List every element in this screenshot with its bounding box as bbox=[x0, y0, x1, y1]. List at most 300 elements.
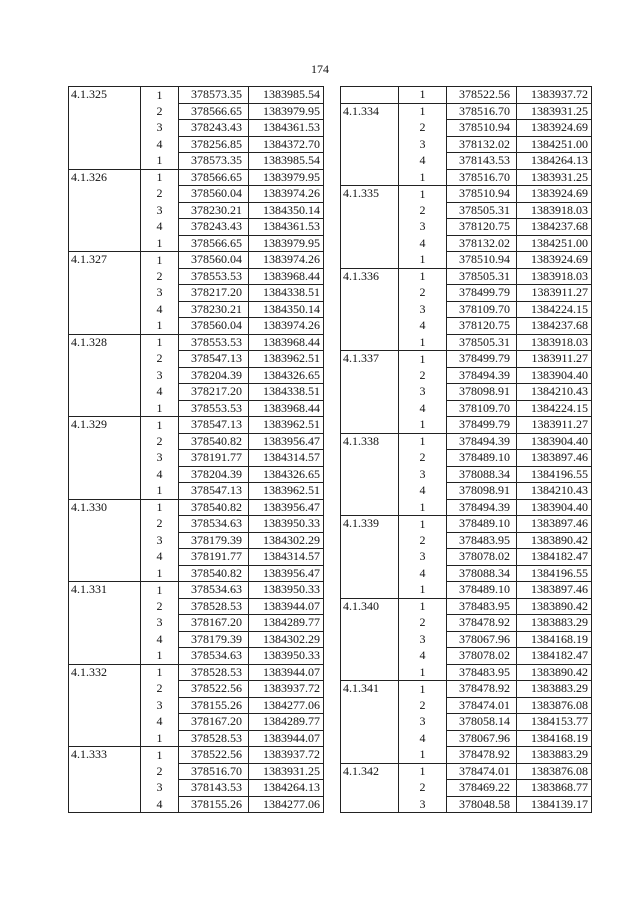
x-coordinate-cell: 378505.31 bbox=[447, 334, 517, 351]
y-coordinate-cell: 1383918.03 bbox=[517, 334, 592, 351]
table-row bbox=[341, 780, 592, 797]
table-row bbox=[69, 235, 324, 252]
parcel-id-cell bbox=[69, 318, 141, 335]
parcel-id-cell bbox=[69, 796, 141, 813]
y-coordinate-cell: 1383979.95 bbox=[249, 235, 324, 252]
parcel-id-cell bbox=[69, 186, 141, 203]
table-row bbox=[69, 615, 324, 632]
parcel-id-cell bbox=[341, 483, 399, 500]
x-coordinate-cell: 378540.82 bbox=[179, 565, 249, 582]
y-coordinate-cell: 1384326.65 bbox=[249, 466, 324, 483]
x-coordinate-cell: 378109.70 bbox=[447, 301, 517, 318]
parcel-id-cell bbox=[341, 714, 399, 731]
y-coordinate-cell: 1384251.00 bbox=[517, 235, 592, 252]
table-row bbox=[69, 351, 324, 368]
table-row bbox=[341, 186, 592, 203]
table-row bbox=[69, 499, 324, 516]
point-number-cell: 3 bbox=[399, 384, 447, 401]
parcel-id-cell bbox=[341, 384, 399, 401]
x-coordinate-cell: 378510.94 bbox=[447, 252, 517, 269]
y-coordinate-cell: 1383876.08 bbox=[517, 763, 592, 780]
parcel-id-cell bbox=[341, 400, 399, 417]
parcel-id-cell bbox=[69, 780, 141, 797]
x-coordinate-cell: 378078.02 bbox=[447, 549, 517, 566]
table-row bbox=[341, 334, 592, 351]
point-number-cell: 1 bbox=[141, 252, 179, 269]
y-coordinate-cell: 1383883.29 bbox=[517, 615, 592, 632]
y-coordinate-cell: 1384350.14 bbox=[249, 301, 324, 318]
x-coordinate-cell: 378528.53 bbox=[179, 664, 249, 681]
table-row bbox=[69, 631, 324, 648]
y-coordinate-cell: 1384372.70 bbox=[249, 136, 324, 153]
y-coordinate-cell: 1383890.42 bbox=[517, 532, 592, 549]
parcel-id-cell bbox=[341, 367, 399, 384]
table-row bbox=[69, 747, 324, 764]
x-coordinate-cell: 378098.91 bbox=[447, 483, 517, 500]
y-coordinate-cell: 1384314.57 bbox=[249, 549, 324, 566]
y-coordinate-cell: 1384196.55 bbox=[517, 565, 592, 582]
point-number-cell: 4 bbox=[399, 730, 447, 747]
table-row bbox=[341, 664, 592, 681]
parcel-id-cell bbox=[341, 120, 399, 137]
point-number-cell: 3 bbox=[141, 532, 179, 549]
x-coordinate-cell: 378478.92 bbox=[447, 747, 517, 764]
table-row bbox=[341, 87, 592, 104]
parcel-id-cell bbox=[341, 450, 399, 467]
parcel-id-cell bbox=[69, 598, 141, 615]
y-coordinate-cell: 1384251.00 bbox=[517, 136, 592, 153]
y-coordinate-cell: 1383985.54 bbox=[249, 153, 324, 170]
y-coordinate-cell: 1383904.40 bbox=[517, 367, 592, 384]
point-number-cell: 1 bbox=[399, 351, 447, 368]
table-row bbox=[341, 120, 592, 137]
y-coordinate-cell: 1383904.40 bbox=[517, 499, 592, 516]
y-coordinate-cell: 1383979.95 bbox=[249, 103, 324, 120]
point-number-cell: 4 bbox=[141, 796, 179, 813]
table-row bbox=[69, 268, 324, 285]
parcel-id-cell bbox=[341, 730, 399, 747]
table-row bbox=[341, 301, 592, 318]
point-number-cell: 1 bbox=[399, 681, 447, 698]
x-coordinate-cell: 378510.94 bbox=[447, 186, 517, 203]
parcel-id-cell bbox=[69, 516, 141, 533]
point-number-cell: 1 bbox=[399, 417, 447, 434]
y-coordinate-cell: 1383968.44 bbox=[249, 400, 324, 417]
table-row bbox=[69, 466, 324, 483]
table-row bbox=[69, 681, 324, 698]
point-number-cell: 3 bbox=[141, 202, 179, 219]
point-number-cell: 1 bbox=[141, 747, 179, 764]
parcel-id-cell bbox=[341, 615, 399, 632]
table-row bbox=[69, 582, 324, 599]
parcel-id-cell bbox=[69, 103, 141, 120]
point-number-cell: 1 bbox=[141, 582, 179, 599]
y-coordinate-cell: 1384326.65 bbox=[249, 367, 324, 384]
point-number-cell: 3 bbox=[141, 450, 179, 467]
y-coordinate-cell: 1384210.43 bbox=[517, 483, 592, 500]
x-coordinate-cell: 378120.75 bbox=[447, 219, 517, 236]
y-coordinate-cell: 1383950.33 bbox=[249, 648, 324, 665]
table-row bbox=[69, 334, 324, 351]
point-number-cell: 3 bbox=[399, 136, 447, 153]
x-coordinate-cell: 378505.31 bbox=[447, 202, 517, 219]
x-coordinate-cell: 378483.95 bbox=[447, 664, 517, 681]
y-coordinate-cell: 1384196.55 bbox=[517, 466, 592, 483]
x-coordinate-cell: 378499.79 bbox=[447, 285, 517, 302]
parcel-id-cell bbox=[69, 697, 141, 714]
point-number-cell: 2 bbox=[399, 367, 447, 384]
x-coordinate-cell: 378243.43 bbox=[179, 219, 249, 236]
parcel-id-cell: 4.1.335 bbox=[341, 186, 399, 203]
parcel-id-cell bbox=[341, 219, 399, 236]
point-number-cell: 1 bbox=[141, 400, 179, 417]
parcel-id-cell bbox=[341, 780, 399, 797]
y-coordinate-cell: 1383974.26 bbox=[249, 318, 324, 335]
parcel-id-cell bbox=[69, 615, 141, 632]
y-coordinate-cell: 1384302.29 bbox=[249, 631, 324, 648]
table-row bbox=[341, 433, 592, 450]
parcel-id-cell bbox=[341, 648, 399, 665]
parcel-id-cell bbox=[69, 219, 141, 236]
x-coordinate-cell: 378553.53 bbox=[179, 400, 249, 417]
x-coordinate-cell: 378540.82 bbox=[179, 499, 249, 516]
point-number-cell: 2 bbox=[141, 681, 179, 698]
parcel-id-cell bbox=[69, 285, 141, 302]
x-coordinate-cell: 378143.53 bbox=[179, 780, 249, 797]
parcel-id-cell bbox=[341, 532, 399, 549]
point-number-cell: 2 bbox=[141, 351, 179, 368]
table-row bbox=[341, 202, 592, 219]
table-row bbox=[341, 549, 592, 566]
y-coordinate-cell: 1383962.51 bbox=[249, 351, 324, 368]
parcel-id-cell bbox=[69, 120, 141, 137]
table-row bbox=[69, 202, 324, 219]
y-coordinate-cell: 1383974.26 bbox=[249, 252, 324, 269]
point-number-cell: 3 bbox=[141, 780, 179, 797]
y-coordinate-cell: 1384237.68 bbox=[517, 219, 592, 236]
point-number-cell: 2 bbox=[399, 532, 447, 549]
y-coordinate-cell: 1383911.27 bbox=[517, 417, 592, 434]
table-row bbox=[341, 747, 592, 764]
point-number-cell: 3 bbox=[399, 301, 447, 318]
point-number-cell: 2 bbox=[141, 516, 179, 533]
x-coordinate-cell: 378560.04 bbox=[179, 252, 249, 269]
parcel-id-cell bbox=[69, 483, 141, 500]
table-row bbox=[69, 417, 324, 434]
point-number-cell: 3 bbox=[399, 631, 447, 648]
x-coordinate-cell: 378067.96 bbox=[447, 631, 517, 648]
parcel-id-cell bbox=[69, 433, 141, 450]
y-coordinate-cell: 1383985.54 bbox=[249, 87, 324, 104]
table-row bbox=[69, 103, 324, 120]
point-number-cell: 4 bbox=[141, 136, 179, 153]
y-coordinate-cell: 1383962.51 bbox=[249, 483, 324, 500]
table-row bbox=[341, 730, 592, 747]
parcel-id-cell bbox=[341, 169, 399, 186]
x-coordinate-cell: 378566.65 bbox=[179, 169, 249, 186]
x-coordinate-cell: 378547.13 bbox=[179, 417, 249, 434]
point-number-cell: 4 bbox=[399, 565, 447, 582]
point-number-cell: 3 bbox=[141, 285, 179, 302]
point-number-cell: 2 bbox=[399, 450, 447, 467]
parcel-id-cell: 4.1.334 bbox=[341, 103, 399, 120]
x-coordinate-cell: 378243.43 bbox=[179, 120, 249, 137]
y-coordinate-cell: 1383937.72 bbox=[249, 681, 324, 698]
table-row bbox=[69, 664, 324, 681]
x-coordinate-cell: 378155.26 bbox=[179, 697, 249, 714]
table-row bbox=[69, 87, 324, 104]
y-coordinate-cell: 1383911.27 bbox=[517, 351, 592, 368]
coordinates-table-left bbox=[68, 86, 324, 813]
point-number-cell: 1 bbox=[399, 252, 447, 269]
point-number-cell: 4 bbox=[141, 631, 179, 648]
y-coordinate-cell: 1383950.33 bbox=[249, 516, 324, 533]
point-number-cell: 4 bbox=[141, 384, 179, 401]
x-coordinate-cell: 378494.39 bbox=[447, 367, 517, 384]
table-row bbox=[69, 367, 324, 384]
y-coordinate-cell: 1383944.07 bbox=[249, 598, 324, 615]
parcel-id-cell: 4.1.328 bbox=[69, 334, 141, 351]
point-number-cell: 1 bbox=[141, 730, 179, 747]
x-coordinate-cell: 378167.20 bbox=[179, 714, 249, 731]
point-number-cell: 4 bbox=[399, 235, 447, 252]
x-coordinate-cell: 378528.53 bbox=[179, 730, 249, 747]
point-number-cell: 1 bbox=[399, 582, 447, 599]
y-coordinate-cell: 1383968.44 bbox=[249, 334, 324, 351]
x-coordinate-cell: 378474.01 bbox=[447, 697, 517, 714]
parcel-id-cell bbox=[341, 202, 399, 219]
y-coordinate-cell: 1384289.77 bbox=[249, 615, 324, 632]
point-number-cell: 1 bbox=[141, 334, 179, 351]
point-number-cell: 3 bbox=[399, 466, 447, 483]
point-number-cell: 2 bbox=[399, 780, 447, 797]
x-coordinate-cell: 378505.31 bbox=[447, 268, 517, 285]
x-coordinate-cell: 378573.35 bbox=[179, 153, 249, 170]
table-row bbox=[341, 417, 592, 434]
table-row bbox=[341, 697, 592, 714]
table-row bbox=[341, 631, 592, 648]
point-number-cell: 1 bbox=[141, 87, 179, 104]
y-coordinate-cell: 1384182.47 bbox=[517, 648, 592, 665]
parcel-id-cell bbox=[341, 466, 399, 483]
parcel-id-cell: 4.1.326 bbox=[69, 169, 141, 186]
parcel-id-cell bbox=[341, 87, 399, 104]
parcel-id-cell bbox=[69, 730, 141, 747]
parcel-id-cell bbox=[69, 351, 141, 368]
x-coordinate-cell: 378167.20 bbox=[179, 615, 249, 632]
x-coordinate-cell: 378522.56 bbox=[447, 87, 517, 104]
x-coordinate-cell: 378560.04 bbox=[179, 318, 249, 335]
point-number-cell: 1 bbox=[141, 565, 179, 582]
y-coordinate-cell: 1384277.06 bbox=[249, 697, 324, 714]
table-row bbox=[69, 532, 324, 549]
parcel-id-cell: 4.1.331 bbox=[69, 582, 141, 599]
parcel-id-cell bbox=[69, 565, 141, 582]
table-row bbox=[341, 763, 592, 780]
table-row bbox=[69, 763, 324, 780]
table-row bbox=[341, 796, 592, 813]
y-coordinate-cell: 1383931.25 bbox=[517, 103, 592, 120]
table-row bbox=[69, 796, 324, 813]
parcel-id-cell: 4.1.337 bbox=[341, 351, 399, 368]
x-coordinate-cell: 378483.95 bbox=[447, 532, 517, 549]
x-coordinate-cell: 378088.34 bbox=[447, 466, 517, 483]
parcel-id-cell bbox=[69, 202, 141, 219]
y-coordinate-cell: 1384361.53 bbox=[249, 219, 324, 236]
page-number: 174 bbox=[311, 62, 329, 76]
x-coordinate-cell: 378155.26 bbox=[179, 796, 249, 813]
x-coordinate-cell: 378566.65 bbox=[179, 235, 249, 252]
point-number-cell: 1 bbox=[399, 598, 447, 615]
x-coordinate-cell: 378483.95 bbox=[447, 598, 517, 615]
y-coordinate-cell: 1383904.40 bbox=[517, 433, 592, 450]
x-coordinate-cell: 378489.10 bbox=[447, 450, 517, 467]
parcel-id-cell bbox=[69, 367, 141, 384]
parcel-id-cell bbox=[341, 285, 399, 302]
parcel-id-cell: 4.1.341 bbox=[341, 681, 399, 698]
point-number-cell: 1 bbox=[399, 664, 447, 681]
x-coordinate-cell: 378499.79 bbox=[447, 417, 517, 434]
y-coordinate-cell: 1383924.69 bbox=[517, 186, 592, 203]
parcel-id-cell: 4.1.332 bbox=[69, 664, 141, 681]
point-number-cell: 1 bbox=[399, 87, 447, 104]
parcel-id-cell: 4.1.327 bbox=[69, 252, 141, 269]
table-row bbox=[69, 318, 324, 335]
x-coordinate-cell: 378088.34 bbox=[447, 565, 517, 582]
table-row bbox=[69, 714, 324, 731]
x-coordinate-cell: 378560.04 bbox=[179, 186, 249, 203]
y-coordinate-cell: 1383974.26 bbox=[249, 186, 324, 203]
parcel-id-cell bbox=[341, 334, 399, 351]
table-row bbox=[341, 153, 592, 170]
table-row bbox=[341, 450, 592, 467]
table-row bbox=[69, 285, 324, 302]
y-coordinate-cell: 1383979.95 bbox=[249, 169, 324, 186]
parcel-id-cell bbox=[341, 631, 399, 648]
x-coordinate-cell: 378499.79 bbox=[447, 351, 517, 368]
table-row bbox=[341, 532, 592, 549]
parcel-id-cell bbox=[341, 549, 399, 566]
table-row bbox=[341, 615, 592, 632]
point-number-cell: 3 bbox=[399, 219, 447, 236]
point-number-cell: 4 bbox=[141, 549, 179, 566]
point-number-cell: 2 bbox=[399, 202, 447, 219]
x-coordinate-cell: 378522.56 bbox=[179, 747, 249, 764]
table-row bbox=[69, 516, 324, 533]
y-coordinate-cell: 1383883.29 bbox=[517, 747, 592, 764]
point-number-cell: 1 bbox=[141, 648, 179, 665]
point-number-cell: 1 bbox=[399, 169, 447, 186]
point-number-cell: 3 bbox=[141, 697, 179, 714]
point-number-cell: 1 bbox=[399, 763, 447, 780]
point-number-cell: 2 bbox=[399, 615, 447, 632]
table-row bbox=[341, 268, 592, 285]
x-coordinate-cell: 378067.96 bbox=[447, 730, 517, 747]
point-number-cell: 1 bbox=[141, 417, 179, 434]
point-number-cell: 1 bbox=[399, 186, 447, 203]
point-number-cell: 3 bbox=[399, 714, 447, 731]
table-row bbox=[69, 219, 324, 236]
y-coordinate-cell: 1383890.42 bbox=[517, 664, 592, 681]
parcel-id-cell bbox=[341, 417, 399, 434]
table-row bbox=[69, 565, 324, 582]
x-coordinate-cell: 378489.10 bbox=[447, 516, 517, 533]
table-row bbox=[341, 384, 592, 401]
point-number-cell: 1 bbox=[399, 747, 447, 764]
x-coordinate-cell: 378528.53 bbox=[179, 598, 249, 615]
parcel-id-cell bbox=[341, 565, 399, 582]
parcel-id-cell bbox=[341, 582, 399, 599]
y-coordinate-cell: 1383950.33 bbox=[249, 582, 324, 599]
parcel-id-cell bbox=[341, 499, 399, 516]
table-row bbox=[69, 400, 324, 417]
x-coordinate-cell: 378494.39 bbox=[447, 433, 517, 450]
x-coordinate-cell: 378217.20 bbox=[179, 285, 249, 302]
y-coordinate-cell: 1384224.15 bbox=[517, 301, 592, 318]
table-row bbox=[341, 169, 592, 186]
point-number-cell: 3 bbox=[399, 549, 447, 566]
y-coordinate-cell: 1384314.57 bbox=[249, 450, 324, 467]
point-number-cell: 1 bbox=[399, 516, 447, 533]
point-number-cell: 4 bbox=[141, 301, 179, 318]
point-number-cell: 4 bbox=[141, 466, 179, 483]
parcel-id-cell: 4.1.338 bbox=[341, 433, 399, 450]
point-number-cell: 4 bbox=[141, 219, 179, 236]
x-coordinate-cell: 378478.92 bbox=[447, 681, 517, 698]
parcel-id-cell bbox=[341, 301, 399, 318]
table-row bbox=[341, 252, 592, 269]
point-number-cell: 2 bbox=[141, 598, 179, 615]
table-row bbox=[69, 483, 324, 500]
y-coordinate-cell: 1384237.68 bbox=[517, 318, 592, 335]
x-coordinate-cell: 378098.91 bbox=[447, 384, 517, 401]
point-number-cell: 3 bbox=[141, 367, 179, 384]
point-number-cell: 1 bbox=[399, 433, 447, 450]
point-number-cell: 2 bbox=[399, 697, 447, 714]
x-coordinate-cell: 378478.92 bbox=[447, 615, 517, 632]
parcel-id-cell bbox=[69, 681, 141, 698]
table-row bbox=[341, 219, 592, 236]
y-coordinate-cell: 1383937.72 bbox=[517, 87, 592, 104]
y-coordinate-cell: 1384277.06 bbox=[249, 796, 324, 813]
y-coordinate-cell: 1384264.13 bbox=[517, 153, 592, 170]
table-row bbox=[69, 730, 324, 747]
table-row bbox=[69, 301, 324, 318]
y-coordinate-cell: 1384168.19 bbox=[517, 730, 592, 747]
table-row bbox=[69, 780, 324, 797]
table-row bbox=[341, 285, 592, 302]
table-row bbox=[341, 466, 592, 483]
x-coordinate-cell: 378494.39 bbox=[447, 499, 517, 516]
table-row bbox=[341, 235, 592, 252]
parcel-id-cell bbox=[69, 235, 141, 252]
point-number-cell: 2 bbox=[399, 120, 447, 137]
coordinates-table-right bbox=[340, 86, 592, 813]
parcel-id-cell bbox=[341, 664, 399, 681]
x-coordinate-cell: 378058.14 bbox=[447, 714, 517, 731]
table-row bbox=[341, 136, 592, 153]
parcel-id-cell bbox=[69, 136, 141, 153]
point-number-cell: 1 bbox=[399, 103, 447, 120]
y-coordinate-cell: 1383956.47 bbox=[249, 499, 324, 516]
parcel-id-cell bbox=[69, 631, 141, 648]
y-coordinate-cell: 1383876.08 bbox=[517, 697, 592, 714]
point-number-cell: 2 bbox=[141, 763, 179, 780]
table-row bbox=[69, 136, 324, 153]
y-coordinate-cell: 1383944.07 bbox=[249, 664, 324, 681]
point-number-cell: 3 bbox=[399, 796, 447, 813]
x-coordinate-cell: 378143.53 bbox=[447, 153, 517, 170]
